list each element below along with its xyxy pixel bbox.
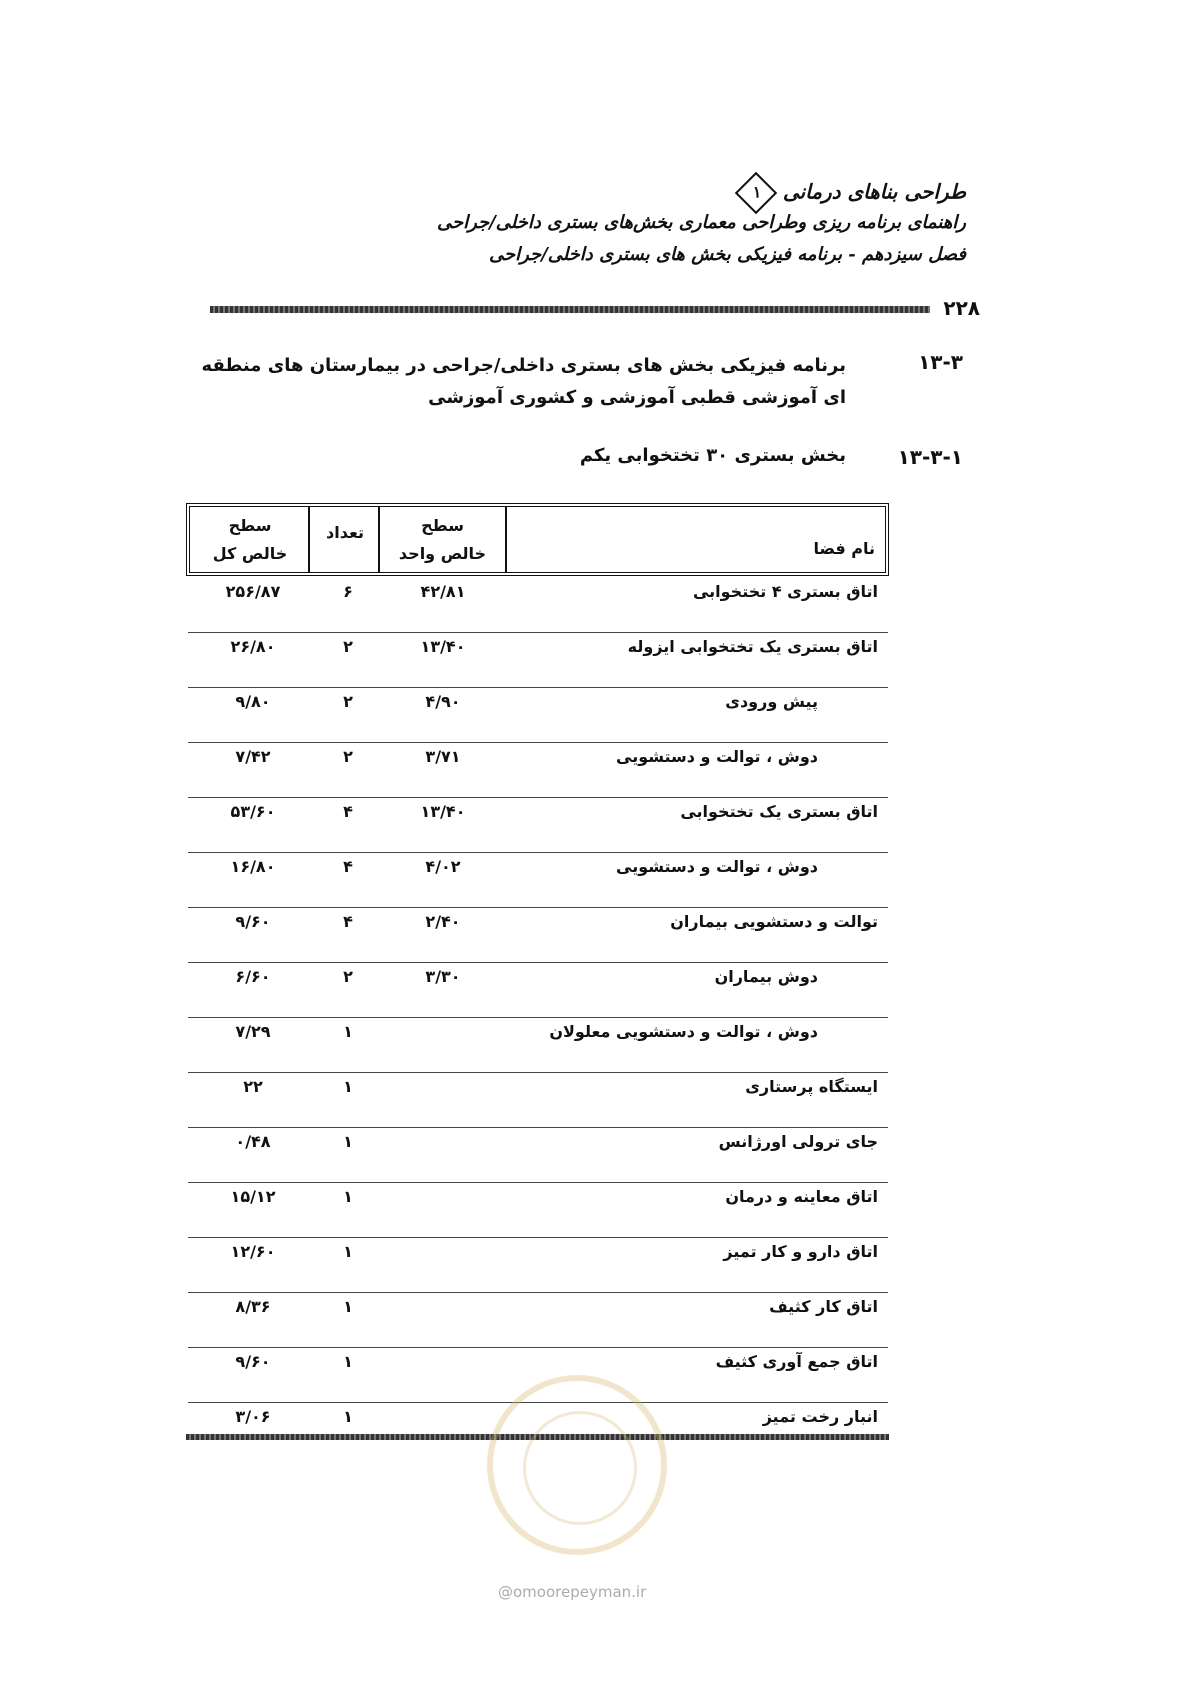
cell-space-name: توالت و دستشویی بیماران <box>670 912 878 931</box>
cell-unit-area: ۳/۷۱ <box>425 747 461 766</box>
table-row <box>188 1183 888 1238</box>
cell-count: ۱ <box>343 1022 353 1041</box>
col-header-unit-area: سطح خالص واحد <box>378 507 505 572</box>
watermark-site: @omoorepeyman.ir <box>498 1583 647 1601</box>
page-header <box>206 178 966 276</box>
subsection-title: بخش بستری ۳۰ تختخوابی یکم <box>579 445 846 466</box>
page-number: ۲۲۸ <box>943 296 980 320</box>
table-row <box>188 963 888 1018</box>
cell-total-area: ۲۲ <box>243 1077 263 1096</box>
cell-unit-area: ۴/۹۰ <box>425 692 461 711</box>
table-row <box>188 1293 888 1348</box>
cell-unit-area: ۲/۴۰ <box>425 912 461 931</box>
col-header-total-area: سطح خالص کل <box>212 515 288 563</box>
cell-unit-area: ۱۳/۴۰ <box>420 802 466 821</box>
cell-total-area: ۷/۴۲ <box>235 747 271 766</box>
cell-space-name: دوش ، توالت و دستشویی <box>616 747 818 766</box>
cell-space-name: دوش ، توالت و دستشویی <box>616 857 818 876</box>
cell-space-name: اتاق جمع آوری کثیف <box>715 1352 878 1371</box>
cell-unit-area: ۳/۳۰ <box>425 967 461 986</box>
cell-count: ۴ <box>343 857 353 876</box>
cell-total-area: ۱۵/۱۲ <box>230 1187 276 1206</box>
cell-total-area: ۲۵۶/۸۷ <box>225 582 281 601</box>
table-row <box>188 853 888 908</box>
cell-unit-area: ۴۲/۸۱ <box>420 582 466 601</box>
subsection-number: ۱۳-۳-۱ <box>897 445 963 469</box>
cell-space-name: پیش ورودی <box>725 692 818 711</box>
chapter-title: فصل سیزدهم - برنامه فیزیکی بخش های بستری داخلی/جراحی <box>488 244 966 265</box>
section-title: برنامه فیزیکی بخش های بستری داخلی/جراحی در بیمارستان های منطقه ای آموزشی قطبی آموزشی و کشوری آموزشی <box>201 355 846 408</box>
cell-count: ۱ <box>343 1407 353 1426</box>
cell-count: ۱ <box>343 1242 353 1261</box>
watermark-seal <box>487 1375 667 1555</box>
table-row <box>188 688 888 743</box>
cell-count: ۲ <box>343 747 353 766</box>
table-row <box>188 743 888 798</box>
cell-unit-area: ۴/۰۲ <box>425 857 461 876</box>
cell-count: ۴ <box>343 802 353 821</box>
table-row <box>188 1073 888 1128</box>
table-row <box>188 1128 888 1183</box>
cell-space-name: دوش ، توالت و دستشویی معلولان <box>549 1022 818 1041</box>
cell-total-area: ۶/۶۰ <box>235 967 271 986</box>
cell-count: ۱ <box>343 1132 353 1151</box>
table-body <box>188 578 888 1457</box>
cell-count: ۱ <box>343 1297 353 1316</box>
cell-space-name: انبار رخت تمیز <box>762 1407 878 1426</box>
section-number: ۱۳-۳ <box>918 350 963 374</box>
cell-total-area: ۲۶/۸۰ <box>230 637 276 656</box>
cell-total-area: ۷/۲۹ <box>235 1022 271 1041</box>
cell-count: ۶ <box>343 582 353 601</box>
table-row <box>188 1018 888 1073</box>
cell-count: ۱ <box>343 1352 353 1371</box>
volume-badge: ۱ <box>735 172 777 214</box>
cell-unit-area: ۱۳/۴۰ <box>420 637 466 656</box>
table-row <box>188 908 888 963</box>
table-header <box>186 503 889 576</box>
cell-count: ۴ <box>343 912 353 931</box>
cell-count: ۲ <box>343 637 353 656</box>
cell-total-area: ۳/۰۶ <box>235 1407 271 1426</box>
cell-total-area: ۱۶/۸۰ <box>230 857 276 876</box>
cell-space-name: اتاق کار کثیف <box>769 1297 878 1316</box>
table-row <box>188 633 888 688</box>
col-header-count: تعداد <box>308 507 380 572</box>
cell-space-name: اتاق بستری یک تختخوابی <box>680 802 878 821</box>
table-row <box>188 578 888 633</box>
cell-total-area: ۹/۸۰ <box>235 692 271 711</box>
cell-space-name: اتاق بستری ۴ تختخوابی <box>692 582 878 601</box>
cell-total-area: ۸/۳۶ <box>235 1297 271 1316</box>
col-header-name: نام فضا <box>505 507 885 572</box>
cell-total-area: ۹/۶۰ <box>235 912 271 931</box>
cell-total-area: ۰/۴۸ <box>235 1132 271 1151</box>
cell-space-name: دوش بیماران <box>714 967 818 986</box>
cell-space-name: اتاق دارو و کار تمیز <box>723 1242 878 1261</box>
cell-count: ۱ <box>343 1077 353 1096</box>
cell-count: ۱ <box>343 1187 353 1206</box>
book-title: طراحی بناهای درمانی ۱ <box>206 178 966 212</box>
cell-count: ۲ <box>343 692 353 711</box>
cell-space-name: اتاق معاینه و درمان <box>725 1187 878 1206</box>
cell-space-name: اتاق بستری یک تختخوابی ایزوله <box>627 637 878 656</box>
cell-total-area: ۱۲/۶۰ <box>230 1242 276 1261</box>
header-divider <box>210 306 930 313</box>
table-row <box>188 1238 888 1293</box>
cell-space-name: جای ترولی اورژانس <box>718 1132 878 1151</box>
cell-total-area: ۵۳/۶۰ <box>230 802 276 821</box>
cell-total-area: ۹/۶۰ <box>235 1352 271 1371</box>
cell-count: ۲ <box>343 967 353 986</box>
guide-title: راهنمای برنامه ریزی وطراحی معماری بخش‌های بستری داخلی/جراحی <box>436 212 966 233</box>
cell-space-name: ایستگاه پرستاری <box>745 1077 878 1096</box>
table-row <box>188 798 888 853</box>
